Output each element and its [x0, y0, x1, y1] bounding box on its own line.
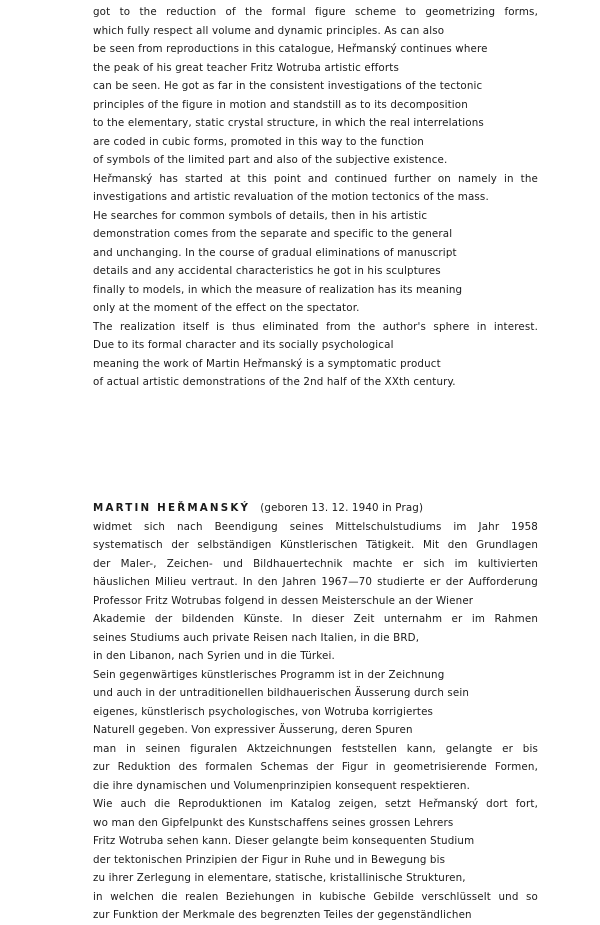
- text-line: finally to models, in which the measure of realization has its meaning: [93, 283, 463, 296]
- text-line: der Maler-, Zeichen- und Bildhauertechnik machte er sich im kultivierten: [93, 557, 538, 570]
- text-line: Akademie der bildenden Künste. In dieser Zeit unternahm er im Rahmen: [93, 613, 538, 625]
- text-line: und auch in der untraditionellen bildhauerischen Äusserung durch sein: [93, 687, 470, 699]
- text-line: can be seen. He got as far in the consistent investigations of the tectonic: [93, 80, 483, 92]
- text-line: Fritz Wotruba sehen kann. Dieser gelangte beim konsequenten Studium: [93, 835, 475, 847]
- text-line: He searches for common symbols of details, then in his artistic: [93, 209, 428, 222]
- text-line: zur Funktion der Merkmale des begrenzten Teiles der gegenständlichen: [93, 909, 472, 921]
- text-line: Heřmanský has started at this point and continued further on namely in the: [93, 172, 538, 185]
- text-line: of symbols of the limited part and also of the subjective existence.: [93, 154, 448, 166]
- text-line: Wie auch die Reproduktionen im Katalog zeigen, setzt Heřmanský dort fort,: [93, 798, 538, 810]
- text-line: seines Studiums auch private Reisen nach Italien, in die BRD,: [93, 631, 420, 644]
- text-line: in den Libanon, nach Syrien und in die Türkei.: [93, 650, 335, 662]
- text-line: Sein gegenwärtiges künstlerisches Programm ist in der Zeichnung: [93, 668, 445, 681]
- text-line: got to the reduction of the formal figure scheme to geometrizing forms,: [93, 6, 538, 18]
- text-line: zu ihrer Zerlegung in elementare, statische, kristallinische Strukturen,: [93, 872, 466, 884]
- text-line: of actual artistic demonstrations of the 2nd half of the XXth century.: [93, 376, 456, 388]
- text-line: Professor Fritz Wotrubas folgend in dessen Meisterschule an der Wiener: [93, 594, 474, 607]
- german-heading: [0, 499, 600, 518]
- text-line: Naturell gegeben. Von expressiver Äusserung, deren Spuren: [93, 724, 413, 736]
- text-line: eigenes, künstlerisch psychologisches, von Wotruba korrigiertes: [93, 705, 434, 718]
- text-line: and unchanging. In the course of gradual eliminations of manuscript: [93, 246, 457, 259]
- text-line: Due to its formal character and its socially psychological: [93, 339, 394, 351]
- text-line: wo man den Gipfelpunkt des Kunstschaffens seines grossen Lehrers: [93, 816, 454, 829]
- text-line: der tektonischen Prinzipien der Figur in Ruhe und in Bewegung bis: [93, 853, 446, 866]
- text-line: widmet sich nach Beendigung seines Mittelschulstudiums im Jahr 1958: [93, 520, 538, 533]
- text-line: details and any accidental characteristics he got in his sculptures: [93, 265, 441, 277]
- text-line: investigations and artistic revaluation of the motion tectonics of the mass.: [93, 191, 489, 203]
- text-line: häuslichen Milieu vertraut. In den Jahren 1967—70 studierte er der Aufforderung: [93, 576, 538, 588]
- text-line: in welchen die realen Beziehungen in kubische Gebilde verschlüsselt und so: [93, 890, 538, 903]
- text-line: die ihre dynamischen und Volumenprinzipien konsequent respektieren.: [93, 779, 471, 792]
- artist-name-heading: MARTIN HEŘMANSKÝ: [93, 502, 251, 514]
- text-line: only at the moment of the effect on the spectator.: [93, 302, 360, 314]
- text-line: meaning the work of Martin Heřmanský is a symptomatic product: [93, 357, 441, 370]
- text-line: which fully respect all volume and dynamic principles. As can also: [93, 24, 445, 37]
- text-line: demonstration comes from the separate and specific to the general: [93, 228, 453, 240]
- text-line: be seen from reproductions in this catalogue, Heřmanský continues where: [93, 43, 488, 55]
- text-line: The realization itself is thus eliminated from the author's sphere in interest.: [93, 320, 538, 333]
- text-line: the peak of his great teacher Fritz Wotruba artistic efforts: [93, 61, 399, 74]
- text-line: zur Reduktion des formalen Schemas der Figur in geometrisierende Formen,: [93, 761, 538, 773]
- english-text-block: [0, 3, 600, 392]
- text-line: principles of the figure in motion and standstill as to its decomposition: [93, 98, 468, 111]
- text-line: are coded in cubic forms, promoted in this way to the function: [93, 135, 424, 148]
- text-line: to the elementary, static crystal structure, in which the real interrelations: [93, 117, 484, 129]
- artist-birth-info: (geboren 13. 12. 1940 in Prag): [260, 502, 424, 514]
- german-text-block: [0, 499, 600, 925]
- text-line: systematisch der selbständigen Künstlerischen Tätigkeit. Mit den Grundlagen: [93, 539, 538, 551]
- text-line: man in seinen figuralen Aktzeichnungen feststellen kann, gelangte er bis: [93, 742, 538, 755]
